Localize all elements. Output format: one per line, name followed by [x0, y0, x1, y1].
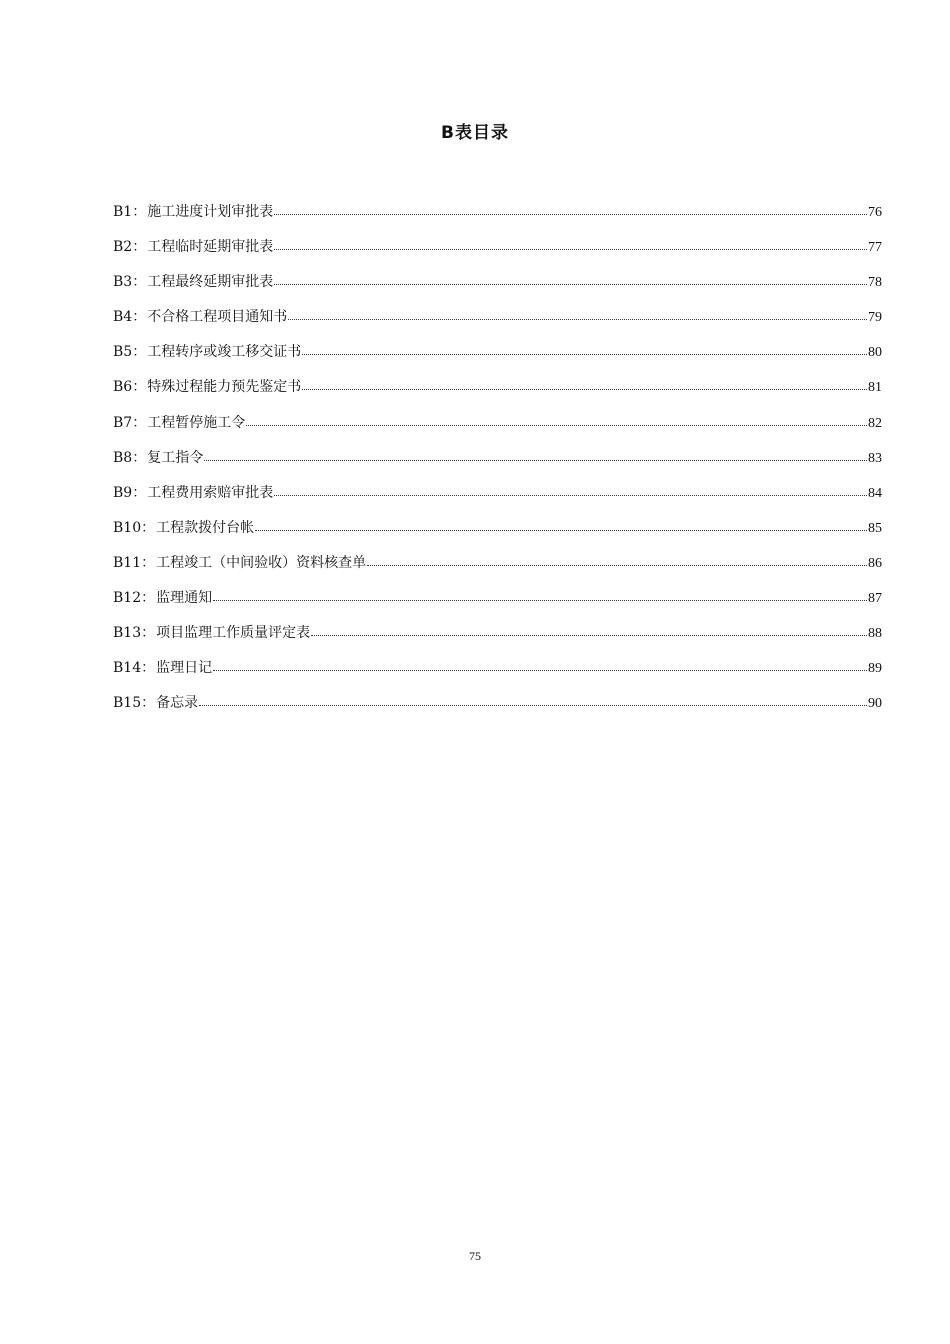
toc-entry-label: 监理日记: [156, 660, 213, 677]
toc-dot-leader: [302, 389, 867, 390]
toc-entry-code: B15: [113, 695, 142, 712]
toc-entry-code: B14: [113, 660, 142, 677]
toc-entry[interactable]: [113, 200, 882, 235]
toc-entry-page: 81: [868, 380, 882, 396]
toc-entry[interactable]: [113, 586, 882, 621]
toc-dot-leader: [246, 425, 867, 426]
toc-entry-separator: ：: [141, 590, 156, 607]
toc-entry[interactable]: [113, 235, 882, 270]
toc-entry-label: 工程费用索赔审批表: [147, 484, 274, 501]
toc-entry-code: B8: [113, 449, 133, 466]
page-title: B表目录: [441, 123, 509, 143]
toc-entry-separator: ：: [141, 625, 156, 642]
toc-entry-page: 79: [868, 310, 882, 326]
toc-entry-label: 工程暂停施工令: [147, 414, 246, 431]
toc-entry-page: 82: [868, 415, 882, 431]
toc-entry-separator: ：: [132, 449, 147, 466]
toc-entry-label: 工程竣工（中间验收）资料核查单: [156, 554, 367, 571]
toc-entry-code: B2: [113, 239, 133, 256]
toc-entry-label: 工程转序或竣工移交证书: [147, 344, 302, 361]
toc-entry-separator: ：: [141, 554, 156, 571]
toc-entry-code: B10: [113, 519, 142, 536]
toc-dot-leader: [274, 284, 867, 285]
toc-dot-leader: [302, 354, 867, 355]
toc-entry-separator: ：: [132, 414, 147, 431]
toc-entry[interactable]: [113, 446, 882, 481]
toc-entry-label: 工程款拨付台帐: [156, 519, 255, 536]
toc-dot-leader: [367, 565, 867, 566]
toc-entry[interactable]: [113, 270, 882, 305]
toc-entry-page: 89: [868, 661, 882, 677]
toc-entry-label: 施工进度计划审批表: [147, 204, 274, 220]
toc-entry-separator: ：: [132, 309, 147, 326]
toc-entry-code: B3: [113, 274, 133, 291]
toc-entry-code: B12: [113, 590, 142, 607]
toc-entry-page: 76: [868, 205, 882, 220]
toc-entry-separator: ：: [132, 204, 147, 220]
toc-entry-separator: ：: [132, 379, 147, 396]
toc-entry[interactable]: [113, 481, 882, 516]
toc-entry-page: 90: [868, 696, 882, 712]
toc-list: [113, 200, 882, 726]
toc-dot-leader: [204, 460, 867, 461]
toc-entry-page: 77: [868, 240, 882, 256]
toc-dot-leader: [274, 249, 867, 250]
toc-entry-code: B5: [113, 344, 133, 361]
toc-entry-separator: ：: [141, 660, 156, 677]
toc-entry-code: B4: [113, 309, 133, 326]
toc-entry[interactable]: [113, 551, 882, 586]
toc-entry-separator: ：: [132, 274, 147, 291]
toc-dot-leader: [213, 600, 867, 601]
toc-dot-leader: [199, 705, 867, 706]
toc-entry[interactable]: [113, 516, 882, 551]
toc-dot-leader: [213, 670, 867, 671]
toc-entry-page: 85: [868, 520, 882, 536]
toc-entry[interactable]: [113, 305, 882, 340]
toc-entry[interactable]: [113, 340, 882, 375]
toc-entry-label: 监理通知: [156, 590, 213, 607]
toc-entry-separator: ：: [132, 239, 147, 256]
toc-entry-page: 88: [868, 626, 882, 642]
toc-entry[interactable]: [113, 656, 882, 691]
toc-entry-page: 78: [868, 275, 882, 291]
toc-entry-page: 86: [868, 555, 882, 571]
toc-entry-code: B1: [113, 204, 133, 220]
toc-entry-label: 复工指令: [147, 449, 204, 466]
toc-entry-code: B11: [113, 554, 142, 571]
toc-entry-code: B9: [113, 484, 133, 501]
toc-entry-label: 工程最终延期审批表: [147, 274, 274, 291]
toc-entry-separator: ：: [141, 695, 156, 712]
toc-entry-label: 备忘录: [156, 695, 199, 712]
toc-dot-leader: [288, 319, 867, 320]
page-number: 75: [469, 1249, 481, 1263]
toc-entry[interactable]: [113, 691, 882, 726]
toc-entry-separator: ：: [132, 344, 147, 361]
toc-entry-page: 83: [868, 450, 882, 466]
toc-dot-leader: [274, 214, 867, 215]
toc-dot-leader: [311, 635, 867, 636]
toc-entry-label: 特殊过程能力预先鉴定书: [147, 379, 302, 396]
toc-entry-page: 87: [868, 591, 882, 607]
toc-entry-separator: ：: [141, 519, 156, 536]
toc-dot-leader: [274, 495, 867, 496]
toc-entry-separator: ：: [132, 484, 147, 501]
toc-entry-page: 80: [868, 345, 882, 361]
toc-entry[interactable]: [113, 621, 882, 656]
toc-entry-code: B13: [113, 625, 142, 642]
toc-entry-page: 84: [868, 485, 882, 501]
toc-entry-code: B6: [113, 379, 133, 396]
toc-entry-label: 工程临时延期审批表: [147, 239, 274, 256]
toc-entry-label: 项目监理工作质量评定表: [156, 625, 311, 642]
toc-entry-label: 不合格工程项目通知书: [147, 309, 288, 326]
toc-dot-leader: [255, 530, 867, 531]
toc-entry-code: B7: [113, 414, 133, 431]
toc-entry[interactable]: [113, 411, 882, 446]
toc-entry[interactable]: [113, 375, 882, 410]
